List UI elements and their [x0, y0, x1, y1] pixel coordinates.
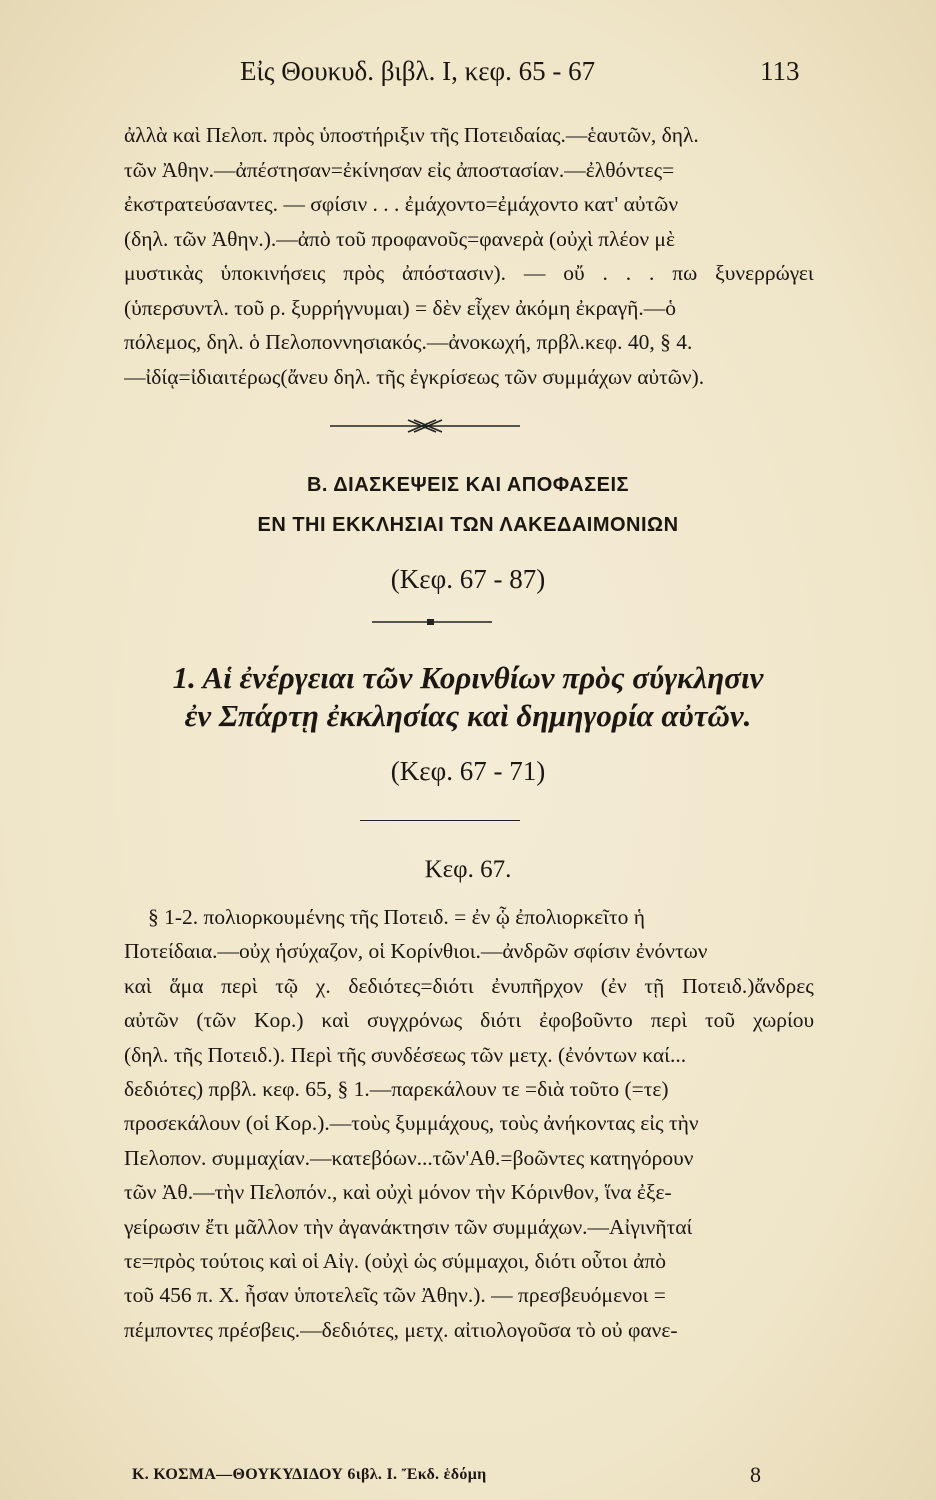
text-line: αὐτῶν (τῶν Κορ.) καὶ συγχρόνως διότι ἐφοβοῦντο περὶ τοῦ χωρίου	[124, 1008, 814, 1033]
text-line: ἐκστρατεύσαντες. — σφίσιν . . . ἐμάχοντο=ἐμάχοντο κατ' αὐτῶν	[124, 192, 679, 216]
text-line: ἀλλὰ καὶ Πελοπ. πρὸς ὑποστήριξιν τῆς Ποτειδαίας.—ἑαυτῶν, δηλ.	[124, 123, 699, 147]
commentary-block-1	[124, 118, 814, 394]
commentary-block-2	[124, 900, 814, 1347]
text-line: (ὑπερσυντλ. τοῦ ρ. ξυρρήγνυμαι) = δὲν εἶχεν ἀκόμη ἐκραγῆ.—ὁ	[124, 295, 676, 320]
small-divider	[372, 615, 492, 629]
text-line: προσεκάλουν (οἱ Κορ.).—τοὺς ξυμμάχους, τοὺς ἀνήκοντας εἰς τὴν	[124, 1111, 699, 1136]
text-line: —ἰδίᾳ=ἰδιαιτέρως(ἄνευ δηλ. τῆς ἐγκρίσεως τῶν συμμάχων αὐτῶν).	[124, 364, 705, 389]
text-line: γείρωσιν ἔτι μᾶλλον τὴν ἀγανάκτησιν τῶν συμμάχων.—Αἰγινῆταί	[124, 1214, 693, 1239]
text-line: πέμποντες πρέσβεις.—δεδιότες, μετχ. αἰτιολογοῦσα τὸ οὐ φανε-	[124, 1317, 678, 1342]
text-line: τε=πρὸς τούτοις καὶ οἱ Αἰγ. (οὐχὶ ὡς σύμμαχοι, διότι οὗτοι ἀπὸ	[124, 1249, 666, 1274]
text-line: Πελοπον. συμμαχίαν.—κατεβόων...τῶν'Αθ.=βοῶντες κατηγόρουν	[124, 1145, 694, 1170]
text-line: § 1-2. πολιορκουμένης τῆς Ποτειδ. = ἐν ᾧ ἐπολιορκεῖτο ἡ	[148, 905, 645, 929]
section-heading-line-1: Β. ΔΙΑΣΚΕΨΕΙΣ ΚΑΙ ΑΠΟΦΑΣΕΙΣ	[306, 474, 630, 496]
text-line: μυστικὰς ὑποκινήσεις πρὸς ἀπόστασιν). — οὔ . . . πω ξυνερρώγει	[124, 261, 814, 285]
running-header	[0, 52, 936, 92]
chapter-label: Κεφ. 67.	[424, 856, 512, 883]
text-line: καὶ ἅμα περὶ τῷ χ. δεδιότες=διότι ἐνυπῆρχον (ἐν τῇ Ποτειδ.)ἄνδρες	[124, 973, 814, 998]
text-line: δεδιότες) πρβλ. κεφ. 65, § 1.—παρεκάλουν τε =διὰ τοῦτο (=τε)	[124, 1077, 669, 1102]
text-line: τοῦ 456 π. Χ. ἦσαν ὑποτελεῖς τῶν Ἀθην.). — πρεσβευόμενοι =	[124, 1283, 666, 1308]
text-line: (δηλ. τῶν Ἀθην.).—ἀπὸ τοῦ προφανοῦς=φανερὰ (οὐχὶ πλέον μὲ	[124, 226, 675, 251]
printer-signature: Κ. ΚΟΣΜΑ—ΘΟΥΚΥΔΙΔΟΥ 6ιβλ. Ι. Ἔκδ. ἑδόμη	[132, 1466, 487, 1483]
section-chapters: (Κεφ. 67 - 87)	[390, 564, 546, 594]
sheet-number: 8	[750, 1462, 761, 1487]
subsection-title-line-1: 1. Αἱ ἐνέργειαι τῶν Κορινθίων πρὸς σύγκλησιν	[172, 660, 764, 695]
text-line: Ποτείδαια.—οὐχ ἡσύχαζον, οἱ Κορίνθιοι.—ἀνδρῶν σφίσιν ἐνόντων	[124, 939, 708, 964]
page-number: 113	[760, 56, 800, 86]
text-line: τῶν Ἀθην.—ἀπέστησαν=ἐκίνησαν εἰς ἀποστασίαν.—ἐλθόντες=	[124, 157, 675, 182]
section-heading-line-2: ΕΝ ΤΗΙ ΕΚΚΛΗΣΙΑΙ ΤΩΝ ΛΑΚΕΔΑΙΜΟΝΙΩΝ	[257, 514, 679, 536]
subsection-title-line-2: ἐν Σπάρτῃ ἐκκλησίας καὶ δημηγορία αὐτῶν.	[184, 698, 752, 733]
horizontal-rule	[360, 820, 520, 821]
text-line: πόλεμος, δηλ. ὁ Πελοποννησιακός.—ἀνοκωχή, πρβλ.κεφ. 40, § 4.	[124, 330, 693, 354]
text-line: τῶν Ἀθ.—τὴν Πελοπόν., καὶ οὐχὶ μόνον τὴν Κόρινθον, ἵνα ἐξε-	[124, 1180, 672, 1205]
divider-ornament	[330, 416, 520, 436]
running-title: Εἰς Θουκυδ. βιβλ. I, κεφ. 65 - 67	[240, 56, 596, 86]
subsection-chapters: (Κεφ. 67 - 71)	[390, 756, 546, 786]
page-footer	[0, 1462, 936, 1492]
text-line: (δηλ. τῆς Ποτειδ.). Περὶ τῆς συνδέσεως τῶν μετχ. (ἐνόντων καί...	[124, 1042, 687, 1067]
